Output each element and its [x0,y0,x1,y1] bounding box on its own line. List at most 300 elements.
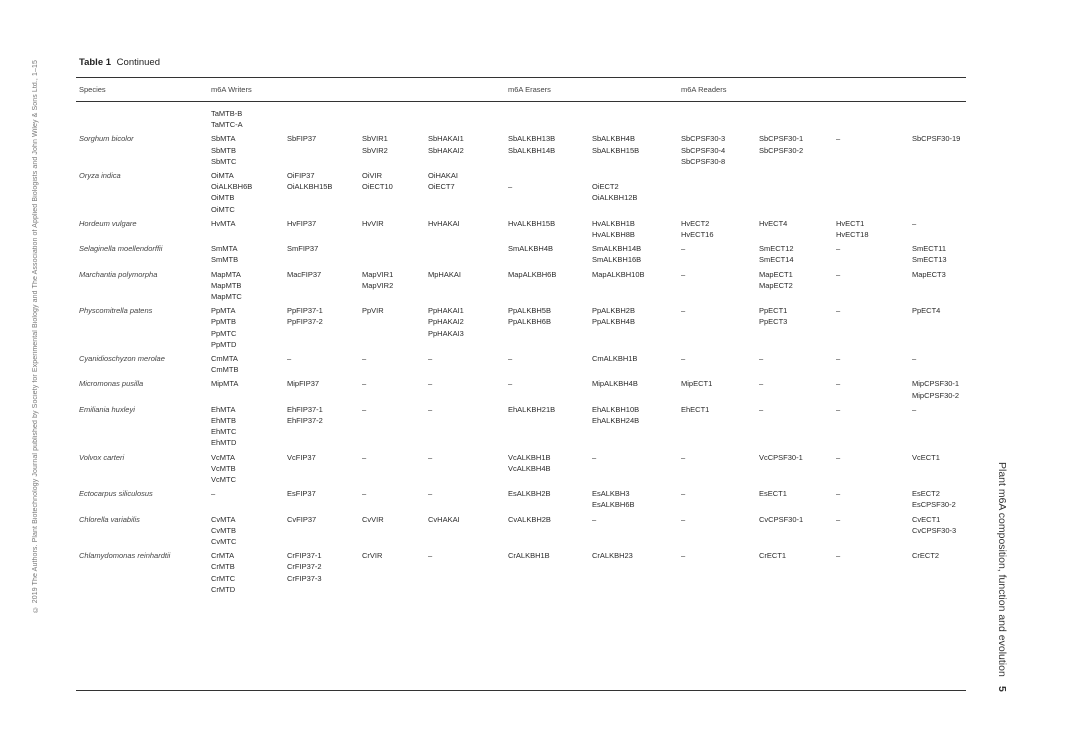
gene-id: SmECT14 [759,255,794,265]
gene-id: – [836,244,841,254]
table-cell [836,550,840,561]
gene-id: CrECT1 [759,551,787,561]
gene-id: EsCPSF30-2 [912,500,956,510]
gene-id: – [592,452,597,462]
table-cell [912,305,940,316]
gene-id: OiECT2 [592,182,619,192]
table-cell [836,133,840,144]
gene-id: MipFIP37 [287,379,320,389]
gene-id: MapALKBH10B [592,269,645,279]
gene-id: EsALKBH6B [592,500,635,510]
table-cell [211,243,238,265]
gene-id: SbALKBH15B [592,145,640,155]
gene-id: SmECT11 [912,244,947,254]
gene-id: – [681,489,686,499]
gene-id: MapVIR2 [362,280,394,290]
gene-id: EsECT2 [912,489,940,499]
table-cell [681,550,685,561]
gene-id: CrALKBH1B [508,551,550,561]
table-cell [759,133,803,155]
gene-id: HvECT16 [681,229,714,239]
gene-id: VcCPSF30-1 [759,452,803,462]
gene-id: – [428,489,433,499]
species-name: Hordeum vulgare [79,218,137,228]
gene-id: SbHAKAI2 [428,145,464,155]
gene-id: VcALKBH4B [508,463,551,473]
table-cell [836,243,840,254]
table-cell [211,353,239,375]
gene-id: PpECT1 [759,306,788,316]
gene-id: SmMTA [211,244,238,254]
table-caption: Continued [116,57,160,68]
table-cell [681,243,685,254]
copyright-margin-text: © 2019 The Authors. Plant Biotechnology Journal published by Society for Experimental Biology and The Association of Applied Biologists and John Wiley & Sons Ltd., 1–15 [32,60,39,613]
gene-id: MipECT1 [681,379,713,389]
table-cell [287,378,319,389]
gene-id: – [759,404,764,414]
gene-id: HvALKBH15B [508,218,556,228]
table-cell [592,269,645,280]
gene-id: – [836,269,841,279]
gene-id: OiALKBH12B [592,193,638,203]
gene-id: MapECT1 [759,269,793,279]
table-cell [681,452,685,463]
gene-id: CmALKBH1B [592,354,638,363]
gene-id: CrECT2 [912,551,940,561]
gene-id: EhFIP37-1 [287,404,323,414]
gene-id: HvMTA [211,218,236,228]
table-cell [681,269,685,280]
gene-id: – [681,514,686,524]
table-cell [759,218,787,229]
gene-id: CvALKBH2B [508,514,551,524]
gene-id: SmECT12 [759,244,794,254]
gene-id: – [912,354,917,363]
gene-id: VcFIP37 [287,452,316,462]
gene-id: – [681,551,686,561]
table-cell [508,133,555,155]
table-cell [681,488,685,499]
gene-id: – [836,489,841,499]
table-cell [912,452,940,463]
species-name: Physcomitrella patens [79,306,153,316]
gene-id: – [681,306,686,316]
table-cell [759,452,803,463]
gene-id: EhMTA [211,404,236,414]
table-cell [287,404,323,426]
top-rule [76,77,966,78]
table-cell [759,353,763,364]
gene-id: CrFIP37-2 [287,562,322,572]
gene-id: EhMTB [211,415,237,425]
gene-id: EhFIP37-2 [287,415,323,425]
gene-id: MipCPSF30-1 [912,379,960,389]
gene-id: SbCPSF30-19 [912,134,961,144]
gene-id: CrMTA [211,551,235,561]
table-cell [508,404,555,415]
gene-id: – [912,404,917,414]
table-cell [508,452,551,474]
gene-id: CrMTB [211,562,235,572]
table-cell [211,133,236,167]
table-label: Table 1 [79,57,112,68]
table-cell [428,514,460,525]
table-cell [592,133,639,155]
table-cell [428,269,461,280]
table-cell [211,170,252,215]
gene-id: SbCPSF30-8 [681,156,726,166]
gene-id: SmALKBH4B [508,244,554,254]
gene-id: SbVIR2 [362,145,388,155]
gene-id: HvECT1 [836,218,865,228]
table-cell [508,243,553,254]
table-cell [592,404,639,426]
gene-id: MapMTA [211,269,241,279]
table-cell [428,488,432,499]
gene-id: – [836,452,841,462]
table-cell [362,488,366,499]
gene-id: – [362,452,367,462]
header-readers: m6A Readers [681,85,727,94]
table-cell [287,452,316,463]
table-cell [681,404,709,415]
table-cell [428,305,464,339]
gene-id: – [759,379,764,389]
gene-id: CrALKBH23 [592,551,633,561]
table-cell [592,243,641,265]
gene-id: OiMTB [211,193,235,203]
gene-id: MipMTA [211,379,239,389]
table-cell [211,488,215,499]
table-cell [592,452,596,463]
header-rule [76,101,966,102]
gene-id: – [759,354,764,363]
table-cell [287,488,316,499]
gene-id: – [912,218,917,228]
header-erasers: m6A Erasers [508,85,551,94]
table-cell [287,170,332,192]
table-cell [836,218,869,240]
gene-id: EhALKBH24B [592,415,640,425]
gene-id: EhALKBH21B [508,404,556,414]
species-name: Cyanidioschyzon merolae [79,354,165,363]
gene-id: – [836,379,841,389]
table-cell [912,353,916,364]
gene-id: PpMTC [211,328,237,338]
gene-id: OiMTC [211,204,235,214]
gene-id: – [592,514,597,524]
gene-id: HvVIR [362,218,384,228]
gene-id: SbCPSF30-2 [759,145,804,155]
table-cell [836,404,840,415]
gene-id: HvECT18 [836,229,869,239]
table-cell [759,305,787,327]
gene-id: – [681,354,686,363]
table-cell [211,218,235,229]
gene-id: EhECT1 [681,404,710,414]
table-cell [211,514,236,548]
gene-id: OiVIR [362,171,383,180]
table-cell [912,218,916,229]
table-cell [592,550,633,561]
table-cell [681,218,714,240]
table-cell [362,269,393,291]
gene-id: OiALKBH6B [211,182,253,192]
gene-id: PpHAKAI1 [428,306,464,316]
table-cell [508,514,551,525]
page-number: 5 [996,685,1008,692]
table-cell [759,378,763,389]
gene-id: EsFIP37 [287,489,316,499]
table-cell [287,550,322,584]
gene-id: EsALKBH2B [508,489,551,499]
gene-id: – [211,489,216,499]
table-cell [211,452,236,486]
gene-id: PpMTA [211,306,236,316]
gene-id: TaMTB-B [211,109,243,118]
gene-id: SbHAKAI1 [428,134,464,144]
table-cell [912,243,947,265]
table-cell [508,550,550,561]
gene-id: – [681,452,686,462]
gene-id: – [508,354,513,363]
gene-id: – [681,244,686,254]
table-cell [836,353,840,364]
gene-id: – [428,551,433,561]
gene-id: PpFIP37-2 [287,317,323,327]
gene-id: CvCPSF30-3 [912,525,957,535]
gene-id: SbFIP37 [287,134,317,144]
gene-id: EsECT1 [759,489,787,499]
gene-id: SbCPSF30-3 [681,134,726,144]
gene-id: EhMTC [211,427,237,437]
gene-id: CvMTA [211,514,236,524]
header-species: Species [79,85,106,94]
table-cell [362,170,393,192]
gene-id: CvMTC [211,536,237,546]
gene-id: VcMTA [211,452,236,462]
table-cell [836,488,840,499]
gene-id: CvVIR [362,514,384,524]
gene-id: – [836,514,841,524]
table-cell [362,514,384,525]
table-cell [759,243,794,265]
gene-id: PpALKBH4B [592,317,635,327]
gene-id: – [836,306,841,316]
species-name: Chlamydomonas reinhardtii [79,551,171,561]
gene-id: OiECT7 [428,182,455,192]
gene-id: SmECT13 [912,255,947,265]
gene-id: PpECT3 [759,317,788,327]
gene-id: SmALKBH14B [592,244,642,254]
header-writers: m6A Writers [211,85,252,94]
table-cell [428,133,464,155]
gene-id: CrMTC [211,573,236,583]
table-cell [508,305,551,327]
gene-id: SbMTB [211,145,237,155]
gene-id: – [428,452,433,462]
gene-id: CvCPSF30-1 [759,514,804,524]
table-cell [428,378,432,389]
gene-id: – [508,379,513,389]
gene-id: CrFIP37-3 [287,573,322,583]
species-name: Volvox carteri [79,452,125,462]
gene-id: HvALKBH1B [592,218,635,228]
gene-id: PpMTD [211,339,237,349]
gene-id: SbMTA [211,134,236,144]
table-cell [287,243,318,254]
gene-id: SbALKBH4B [592,134,635,144]
gene-id: CrFIP37-1 [287,551,322,561]
table-title [79,57,160,68]
table-cell [211,550,235,595]
gene-id: – [362,489,367,499]
gene-id: – [428,404,433,414]
table-cell [362,133,388,155]
table-cell [836,378,840,389]
table-cell [428,170,458,192]
table-cell [592,488,635,510]
species-name: Selaginella moellendorffii [79,244,163,254]
gene-id [592,170,637,181]
gene-id: VcECT1 [912,452,940,462]
table-cell [592,170,637,204]
gene-id: – [287,354,292,363]
gene-id: SmFIP37 [287,244,319,254]
table-cell [211,305,236,350]
table-cell [592,305,635,327]
table-cell [681,305,685,316]
bottom-rule [76,690,966,691]
gene-id: SbVIR1 [362,134,388,144]
table-cell [287,218,316,229]
table-cell [362,452,366,463]
table-cell [287,353,291,364]
table-cell [211,378,238,389]
gene-id: MapMTC [211,291,242,301]
gene-id: PpMTB [211,317,237,327]
gene-id: EhALKBH10B [592,404,640,414]
gene-id: OiMTA [211,171,234,180]
gene-id: – [836,551,841,561]
table-cell [362,218,384,229]
gene-id: HvFIP37 [287,218,317,228]
table-cell [912,550,939,561]
table-cell [362,305,384,316]
species-name: Emiliania huxleyi [79,404,135,414]
table-cell [912,514,956,536]
gene-id: MapVIR1 [362,269,394,279]
species-name: Marchantia polymorpha [79,269,158,279]
gene-id: – [428,379,433,389]
gene-id: CmMTA [211,354,238,363]
table-cell [362,353,366,364]
gene-id: – [362,354,367,363]
gene-id: SmALKBH16B [592,255,642,265]
table-cell [681,514,685,525]
gene-id: MapECT2 [759,280,793,290]
table-cell [508,488,551,499]
gene-id: CvHAKAI [428,514,460,524]
table-cell [592,218,635,240]
table-cell [681,353,685,364]
gene-id: SmMTB [211,255,239,265]
table-cell [287,305,323,327]
gene-id: – [681,269,686,279]
table-cell [508,170,512,192]
gene-id: MipALKBH4B [592,379,638,389]
table-cell [592,378,638,389]
gene-id: PpALKBH6B [508,317,551,327]
table-cell [912,378,959,400]
gene-id: CvMTB [211,525,236,535]
table-cell [508,353,512,364]
gene-id: OiHAKAI [428,171,459,180]
species-name: Ectocarpus siliculosus [79,489,153,499]
table-cell [211,404,236,449]
table-cell [836,269,840,280]
gene-id: – [836,134,841,144]
table-cell [912,269,946,280]
gene-id: – [836,354,841,363]
species-name: Micromonas pusilla [79,379,144,389]
table-cell [287,133,316,144]
gene-id: – [836,404,841,414]
gene-id: CmMTB [211,365,239,375]
table-cell [428,452,432,463]
table-cell [428,550,432,561]
gene-id: VcALKBH1B [508,452,551,462]
gene-id: PpVIR [362,306,384,316]
gene-id: PpHAKAI2 [428,317,464,327]
table-cell [287,514,316,525]
gene-id [508,170,512,181]
gene-id: EhMTD [211,438,237,448]
table-cell [428,353,432,364]
gene-id: MapALKBH6B [508,269,557,279]
table-cell [759,404,763,415]
gene-id: PpFIP37-1 [287,306,323,316]
gene-id: PpECT4 [912,306,941,316]
gene-id: PpALKBH2B [592,306,635,316]
table-cell [362,378,366,389]
table-cell [592,353,637,364]
gene-id: SbMTC [211,156,237,166]
species-name: Oryza indica [79,171,121,180]
table-cell [681,378,712,389]
gene-id: EsALKBH3 [592,489,630,499]
gene-id: – [508,182,513,192]
gene-id: MapECT3 [912,269,946,279]
gene-id: HvALKBH8B [592,229,635,239]
gene-id: SbALKBH13B [508,134,556,144]
running-title [996,462,1008,692]
species-name: Chlorella variabilis [79,514,140,524]
gene-id: CrVIR [362,551,383,561]
table-cell [592,514,596,525]
species-name: Sorghum bicolor [79,134,134,144]
gene-id: CrMTD [211,584,236,594]
gene-id: HvECT2 [681,218,710,228]
table-cell [912,404,916,415]
running-title-text: Plant m6A composition, function and evolution [996,462,1008,677]
table-cell [428,404,432,415]
gene-id: OiECT10 [362,182,393,192]
table-cell [836,305,840,316]
table-cell [508,378,512,389]
table-cell [759,269,793,291]
table-cell [287,269,321,280]
